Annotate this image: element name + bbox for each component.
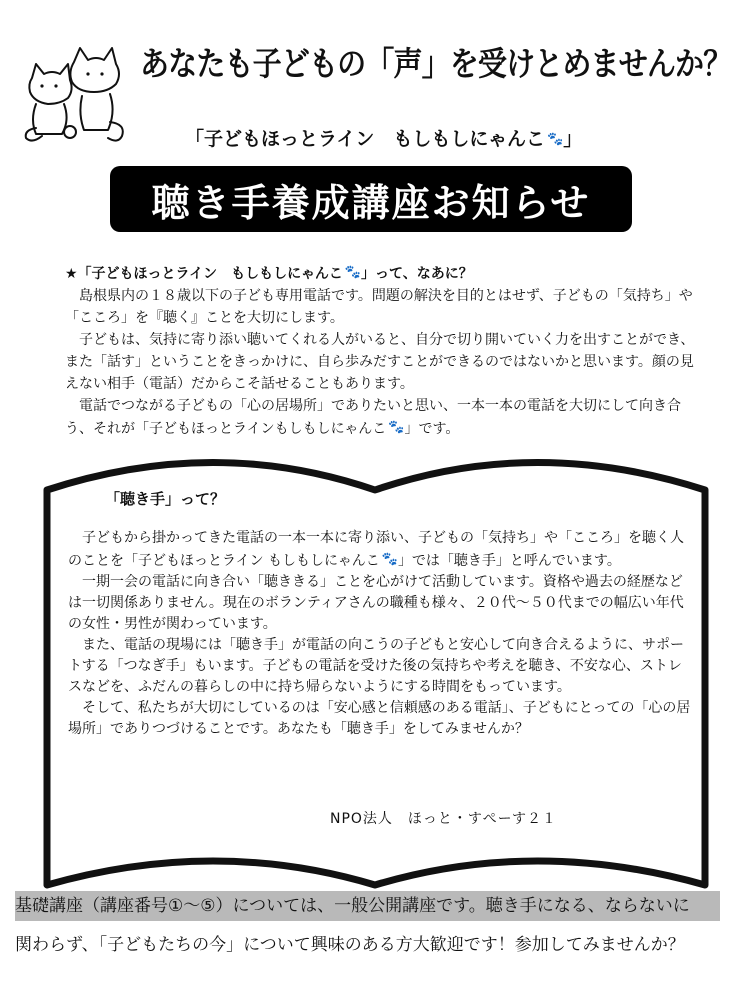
box-paragraph-1-close: 」では「聴き手」と呼んでいます。 xyxy=(397,553,621,569)
box-paragraph-4: そして、私たちが大切にしているのは「安心感と信頼感のある電話」、子どもにとっての「心の居場所」でありつづけることです。あなたも「聴き手」をしてみませんか？ xyxy=(68,700,691,737)
subtitle-close: 」 xyxy=(563,128,583,150)
cat-illustration-icon xyxy=(22,40,142,145)
banner xyxy=(110,166,632,232)
intro-paragraph-3-close: 」です。 xyxy=(404,421,460,437)
box-paragraph-3: また、電話の現場には「聴き手」が電話の向こうの子どもと安心して向き合えるように、サポートする「つなぎ手」もいます。子どもの電話を受けた後の気持ちや考えを聴き、不安な心、ストレスなどを、ふだんの暮らしの中に持ち帰らないようにする時間をもっています。 xyxy=(68,637,684,695)
footer-line-2: 関わらず、「子どもたちの今」について興味のある方大歓迎です！参加してみませんか？ xyxy=(15,935,685,955)
intro-paragraph-3 xyxy=(65,395,705,440)
box-paragraph-1-text: 子どもから掛かってきた電話の一本一本に寄り添い、子どもの「気持ち」や「こころ」を聴く人のことを「子どもほっとライン もしもしにゃんこ xyxy=(68,530,684,569)
paw-print-icon: 🐾 xyxy=(344,265,362,280)
intro-paragraph-2: 子どもは、気持に寄り添い聴いてくれる人がいると、自分で切り開いていく力を出すことができ、また「話す」ということをきっかけに、自ら歩みだすことができるのではないかと思います。顔の見えない相手（電話）だからこそ話せることもあります。 xyxy=(65,332,695,392)
signature: NPO法人 ほっと・すぺーす２１ xyxy=(330,811,557,827)
subtitle-text: 「子どもほっとライン もしもしにゃんこ xyxy=(185,128,546,150)
box-heading: 「聴き手」って？ xyxy=(105,490,226,508)
paw-print-icon: 🐾 xyxy=(381,552,398,567)
footer-line-1: 基礎講座（講座番号①〜⑤）については、一般公開講座です。聴き手になる、ならないに xyxy=(15,891,720,921)
box-body xyxy=(68,528,693,740)
paw-print-icon: 🐾 xyxy=(547,132,564,147)
paw-print-icon: 🐾 xyxy=(388,420,405,435)
box-paragraph-1 xyxy=(68,528,693,572)
intro-section xyxy=(65,262,705,440)
intro-paragraph-3-text: 電話でつながる子どもの「心の居場所」でありたいと思い、一本一本の電話を大切にして向き合う、それが「子どもほっとラインもしもしにゃんこ xyxy=(65,398,681,437)
intro-question xyxy=(65,262,705,285)
intro-question-text: ★「子どもほっとライン もしもしにゃんこ xyxy=(65,266,343,282)
subtitle xyxy=(185,124,625,151)
banner-title: 聴き手養成講座お知らせ xyxy=(151,180,591,225)
box-paragraph-2: 一期一会の電話に向き合い「聴ききる」ことを心がけて活動しています。資格や過去の経歴などは一切関係ありません。現在のボランティアさんの職種も様々、２０代〜５０代までの幅広い年代の女性・男性が関わっています。 xyxy=(68,574,684,632)
intro-question-close: 」って、なあに？ xyxy=(361,266,473,282)
headline: あなたも子どもの「声」を受けとめませんか？ xyxy=(140,44,732,83)
intro-paragraph-1: 島根県内の１８歳以下の子ども専用電話です。問題の解決を目的とはせず、子どもの「気持ち」や「こころ」を『聴く』ことを大切にします。 xyxy=(65,288,693,326)
